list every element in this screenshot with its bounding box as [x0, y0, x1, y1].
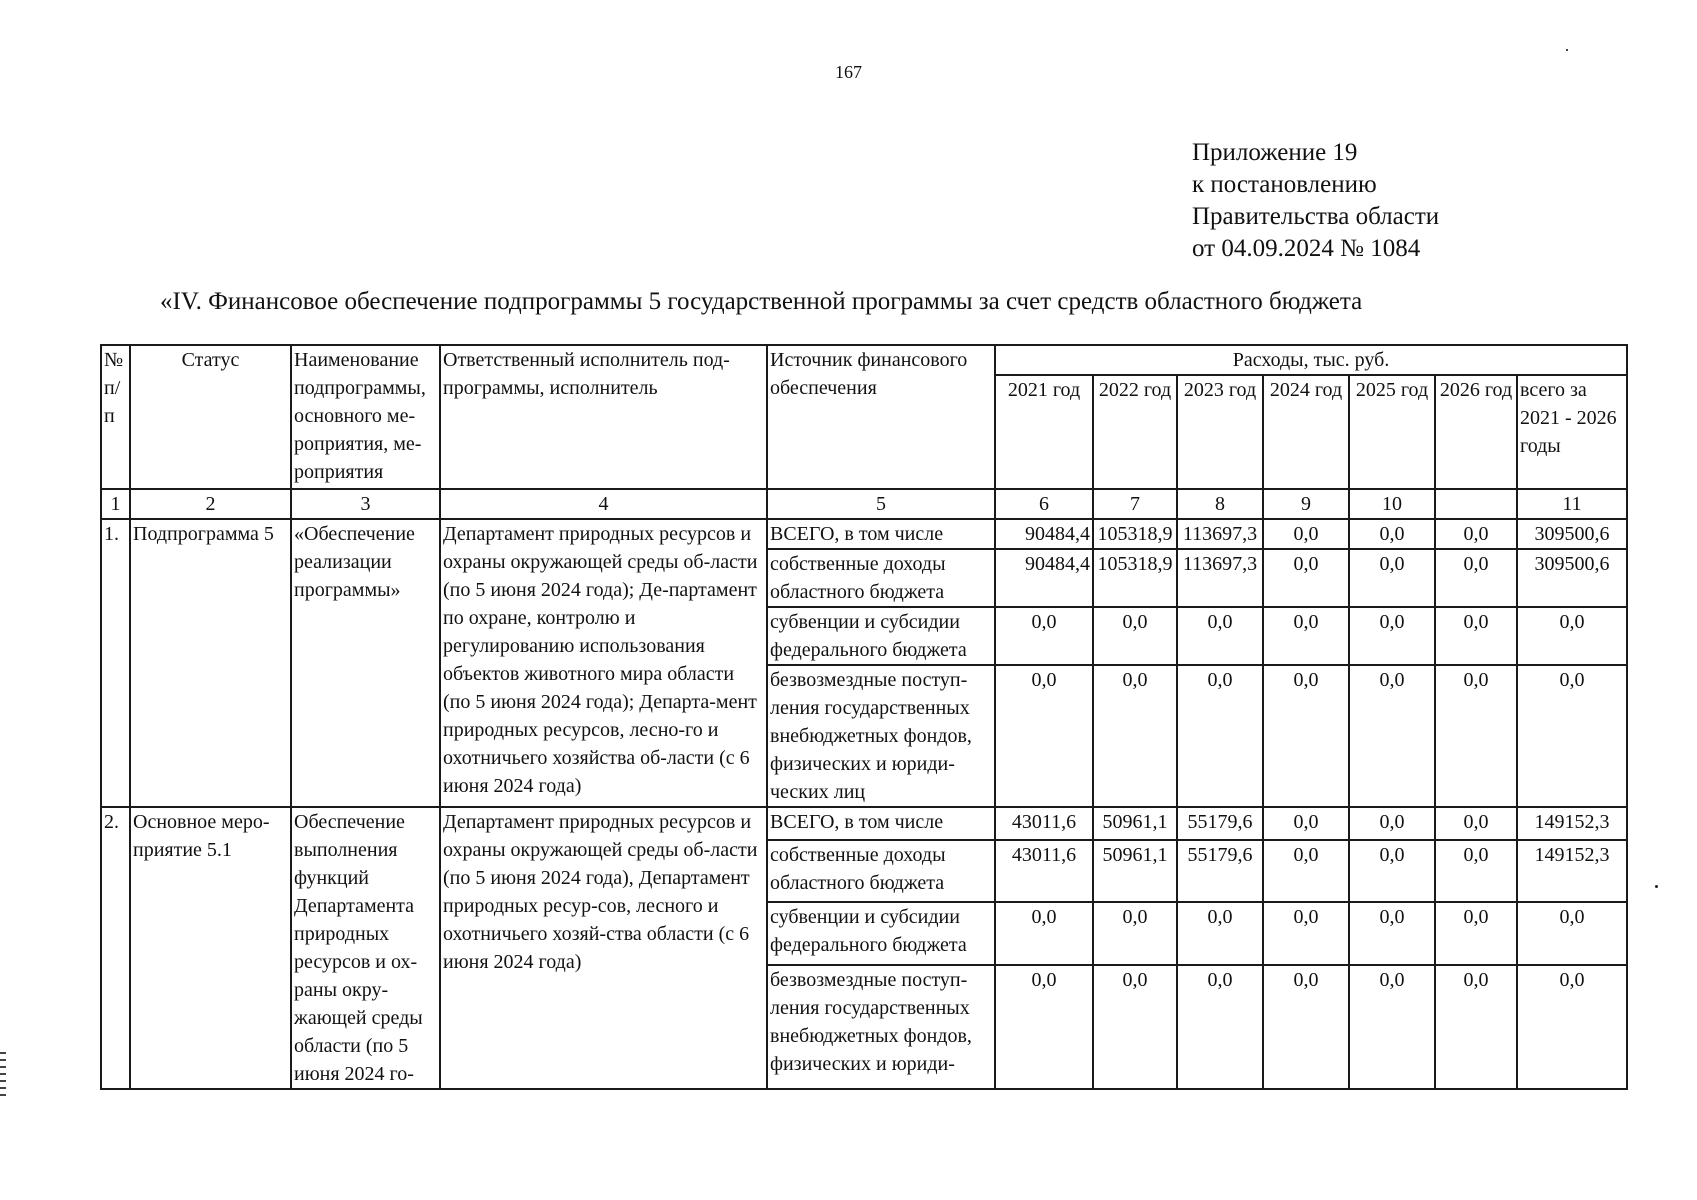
- column-index-row: [101, 489, 1627, 519]
- source-label: ВСЕГО, в том числе: [767, 519, 995, 549]
- value-cell: 0,0: [1517, 665, 1627, 807]
- value-cell: 0,0: [1435, 607, 1517, 665]
- value-cell: 0,0: [995, 665, 1093, 807]
- value-cell: 0,0: [995, 607, 1093, 665]
- scan-dot: [1655, 885, 1658, 888]
- source-label: безвозмездные поступ-ления государственных внебюджетных фондов, физических и юриди-ческих лиц: [767, 665, 995, 807]
- value-cell: 0,0: [1263, 807, 1349, 840]
- value-cell: 0,0: [1435, 665, 1517, 807]
- value-cell: 0,0: [1435, 549, 1517, 607]
- row-status: Подпрограмма 5: [130, 519, 291, 807]
- value-cell: 0,0: [1349, 902, 1435, 965]
- column-index: 5: [767, 489, 995, 519]
- row-status: Основное меро-приятие 5.1: [130, 807, 291, 1089]
- row-name: Обеспечение выполнения функций Департамента природных ресурсов и ох-раны окру-жающей среды области (по 5 июня 2024 го-: [291, 807, 440, 1089]
- value-cell: 43011,6: [995, 840, 1093, 903]
- value-cell: 0,0: [1263, 902, 1349, 965]
- value-cell: 113697,3: [1177, 519, 1263, 549]
- value-cell: 0,0: [995, 965, 1093, 1089]
- value-cell: 0,0: [1349, 519, 1435, 549]
- value-cell: 309500,6: [1517, 549, 1627, 607]
- value-cell: 0,0: [1093, 902, 1177, 965]
- source-label: безвозмездные поступ-ления государственных внебюджетных фондов, физических и юриди-: [767, 965, 995, 1089]
- row-name: «Обеспечение реализации программы»: [291, 519, 440, 807]
- value-cell: 0,0: [1517, 607, 1627, 665]
- value-cell: 0,0: [1435, 902, 1517, 965]
- document-title: «IV. Финансовое обеспечение подпрограммы 5 государственной программы за счет средств областного бюджета: [160, 288, 1363, 315]
- value-cell: 309500,6: [1517, 519, 1627, 549]
- appendix-line: от 04.09.2024 № 1084: [1192, 235, 1421, 262]
- value-cell: 0,0: [1177, 902, 1263, 965]
- header-year-2023: 2023 год: [1177, 375, 1263, 489]
- header-total: всего за 2021 - 2026 годы: [1517, 375, 1627, 489]
- column-index: 3: [291, 489, 440, 519]
- financing-table: [100, 344, 1628, 1090]
- column-index: 4: [440, 489, 767, 519]
- value-cell: 105318,9: [1093, 549, 1177, 607]
- value-cell: 0,0: [1263, 607, 1349, 665]
- header-executor: Ответственный исполнитель под-программы, исполнитель: [440, 345, 767, 489]
- header-year-2026: 2026 год: [1435, 375, 1517, 489]
- scan-speck: [1566, 49, 1568, 51]
- header-name: Наименование подпрограммы, основного ме-роприятия, ме-роприятия: [291, 345, 440, 489]
- value-cell: 55179,6: [1177, 840, 1263, 903]
- header-num: № п/п: [101, 345, 130, 489]
- value-cell: 105318,9: [1093, 519, 1177, 549]
- row-num: 1.: [101, 519, 130, 807]
- page-number: 167: [835, 62, 862, 82]
- value-cell: 0,0: [1093, 665, 1177, 807]
- appendix-line: Правительства области: [1192, 203, 1440, 230]
- source-label: субвенции и субсидии федерального бюджета: [767, 902, 995, 965]
- value-cell: 0,0: [1263, 549, 1349, 607]
- column-index: 8: [1177, 489, 1263, 519]
- value-cell: 55179,6: [1177, 807, 1263, 840]
- value-cell: 149152,3: [1517, 807, 1627, 840]
- row-num: 2.: [101, 807, 130, 1089]
- column-index: 11: [1517, 489, 1627, 519]
- column-index: 1: [101, 489, 130, 519]
- source-label: ВСЕГО, в том числе: [767, 807, 995, 840]
- value-cell: 0,0: [1349, 607, 1435, 665]
- value-cell: 90484,4: [995, 519, 1093, 549]
- column-index: [1435, 489, 1517, 519]
- value-cell: 0,0: [1093, 607, 1177, 665]
- value-cell: 0,0: [1177, 965, 1263, 1089]
- source-label: собственные доходы областного бюджета: [767, 549, 995, 607]
- value-cell: 0,0: [1263, 665, 1349, 807]
- value-cell: 0,0: [1349, 840, 1435, 903]
- value-cell: 149152,3: [1517, 840, 1627, 903]
- value-cell: 0,0: [1349, 807, 1435, 840]
- scan-edge-marks: [0, 1052, 6, 1096]
- column-index: 10: [1349, 489, 1435, 519]
- value-cell: 50961,1: [1093, 807, 1177, 840]
- row-executor: Департамент природных ресурсов и охраны окружающей среды об-ласти (по 5 июня 2024 года); Де-партамент по охране, контролю и регулированию использования объектов животного мира области (по 5 июня 2024 года); Департа-мент природных ресурсов, лесно-го и охотничьего хозяйства об-ласти (с 6 июня 2024 года): [440, 519, 767, 807]
- value-cell: 0,0: [1263, 840, 1349, 903]
- appendix-line: к постановлению: [1192, 171, 1377, 198]
- header-expenses: Расходы, тыс. руб.: [995, 345, 1627, 375]
- table-row: [101, 807, 1627, 840]
- appendix-line: Приложение 19: [1192, 139, 1358, 166]
- table-header-row: [101, 345, 1627, 375]
- value-cell: 90484,4: [995, 549, 1093, 607]
- header-year-2022: 2022 год: [1093, 375, 1177, 489]
- value-cell: 0,0: [1263, 519, 1349, 549]
- header-year-2024: 2024 год: [1263, 375, 1349, 489]
- header-year-2025: 2025 год: [1349, 375, 1435, 489]
- value-cell: 50961,1: [1093, 840, 1177, 903]
- source-label: субвенции и субсидии федерального бюджета: [767, 607, 995, 665]
- value-cell: 0,0: [1517, 965, 1627, 1089]
- value-cell: 0,0: [1177, 607, 1263, 665]
- row-executor: Департамент природных ресурсов и охраны окружающей среды об-ласти (по 5 июня 2024 года), Департамент природных ресур-сов, лесного и охотничьего хозяй-ства области (с 6 июня 2024 года): [440, 807, 767, 1089]
- table-row: [101, 519, 1627, 549]
- value-cell: 0,0: [1349, 965, 1435, 1089]
- value-cell: 0,0: [1435, 840, 1517, 903]
- value-cell: 0,0: [1435, 965, 1517, 1089]
- value-cell: 43011,6: [995, 807, 1093, 840]
- value-cell: 0,0: [995, 902, 1093, 965]
- column-index: 6: [995, 489, 1093, 519]
- column-index: 2: [130, 489, 291, 519]
- appendix-block: [1192, 137, 1439, 265]
- column-index: 9: [1263, 489, 1349, 519]
- value-cell: 0,0: [1435, 519, 1517, 549]
- value-cell: 0,0: [1517, 902, 1627, 965]
- value-cell: 0,0: [1435, 807, 1517, 840]
- value-cell: 0,0: [1349, 549, 1435, 607]
- value-cell: 113697,3: [1177, 549, 1263, 607]
- value-cell: 0,0: [1349, 665, 1435, 807]
- value-cell: 0,0: [1093, 965, 1177, 1089]
- header-status: Статус: [130, 345, 291, 489]
- source-label: собственные доходы областного бюджета: [767, 840, 995, 903]
- value-cell: 0,0: [1177, 665, 1263, 807]
- header-year-2021: 2021 год: [995, 375, 1093, 489]
- header-source: Источник финансового обеспечения: [767, 345, 995, 489]
- column-index: 7: [1093, 489, 1177, 519]
- value-cell: 0,0: [1263, 965, 1349, 1089]
